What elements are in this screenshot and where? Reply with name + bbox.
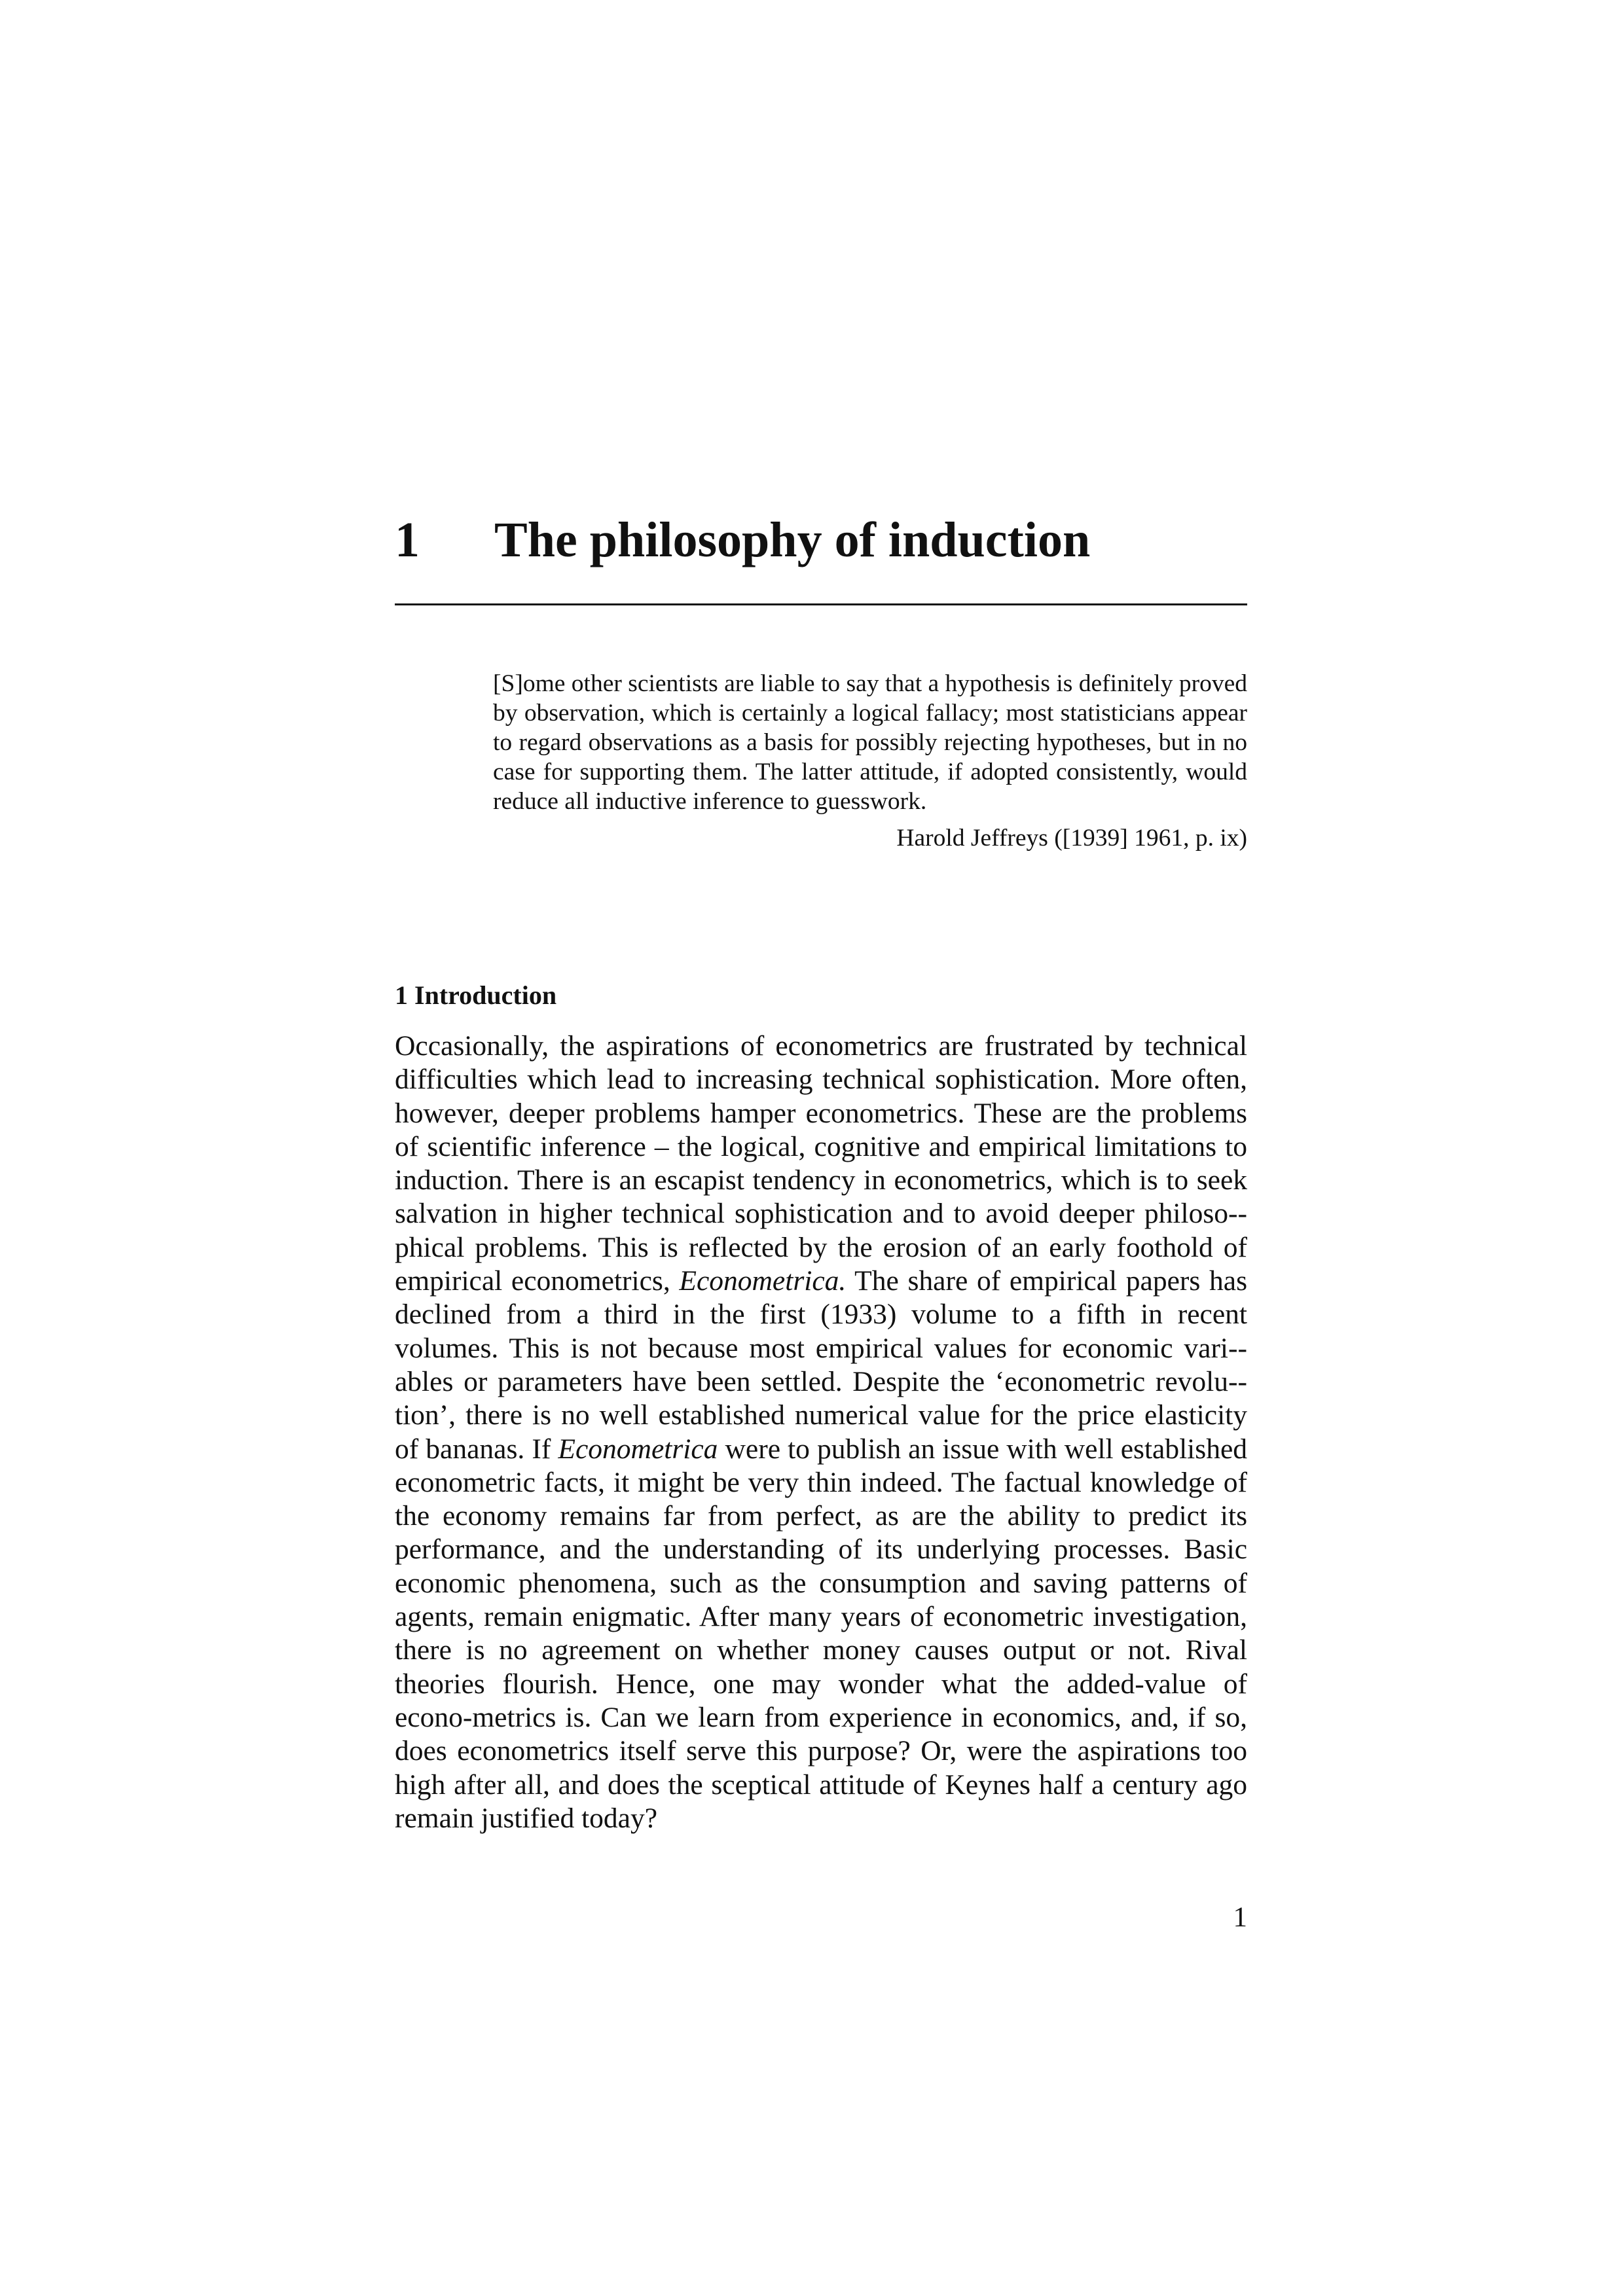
journal-title-1: Econometrica. <box>679 1265 847 1297</box>
page-number: 1 <box>1233 1902 1247 1933</box>
body-text-part-3: were to publish an issue with well established econometric facts, it might be very thin indeed. The factual knowledge of the economy remains far from perfect, as are the ability to predict its performance, and the understanding of its underlying processes. Basic economic phenomena, such as the consumption and saving patterns of agents, remain enigmatic. After many years of econometric investigation, there is no agreement on whether money causes output or not. Rival theories flourish. Hence, one may wonder what the added-value of econo-metrics is. Can we learn from experience in economics, and, if so, does econometrics itself serve this purpose? Or, were the aspirations too high after all, and does the sceptical attitude of Keynes half a century ago remain justified today? <box>395 1433 1248 1834</box>
epigraph-attribution: Harold Jeffreys ([1939] 1961, p. ix) <box>896 825 1247 852</box>
body-text-part-1: Occasionally, the aspirations of econometrics are frustrated by technical difficulties which lead to increasing technical sophistication. More often, however, deeper problems hamper econometrics. These are the problems of scientific inference – the logical, cognitive and empirical limitations to induction. There is an escapist tendency in econometrics, which is to seek salvation in higher technical sophistication and to avoid deeper philoso-phical problems. This is reflected by the erosion of an early foothold of empirical econometrics, <box>395 1030 1247 1297</box>
body-text-part-2: The share of empirical papers has declined from a third in the first (1933) volume to a fifth in recent volumes. This is not because most empirical values for economic vari-ables or parameters have been settled. Despite the ‘econometric revolu-tion’, there is no well established numerical value for the price elasticity of bananas. If <box>395 1265 1247 1465</box>
section-heading: 1 Introduction <box>395 980 557 1010</box>
chapter-heading <box>395 504 1246 576</box>
chapter-number: 1 <box>395 512 420 567</box>
epigraph <box>493 669 1247 853</box>
chapter-divider <box>395 603 1247 605</box>
body-paragraph <box>395 1030 1247 1835</box>
chapter-title: The philosophy of induction <box>494 512 1091 567</box>
journal-title-2: Econometrica <box>558 1433 718 1465</box>
epigraph-quote: [S]ome other scientists are liable to say that a hypothesis is definitely proved by observation, which is certainly a logical fallacy; most statisticians appear to regard observations as a basis for possibly rejecting hypotheses, but in no case for supporting them. The latter attitude, if adopted consistently, would reduce all inductive inference to guesswork. <box>493 670 1247 815</box>
